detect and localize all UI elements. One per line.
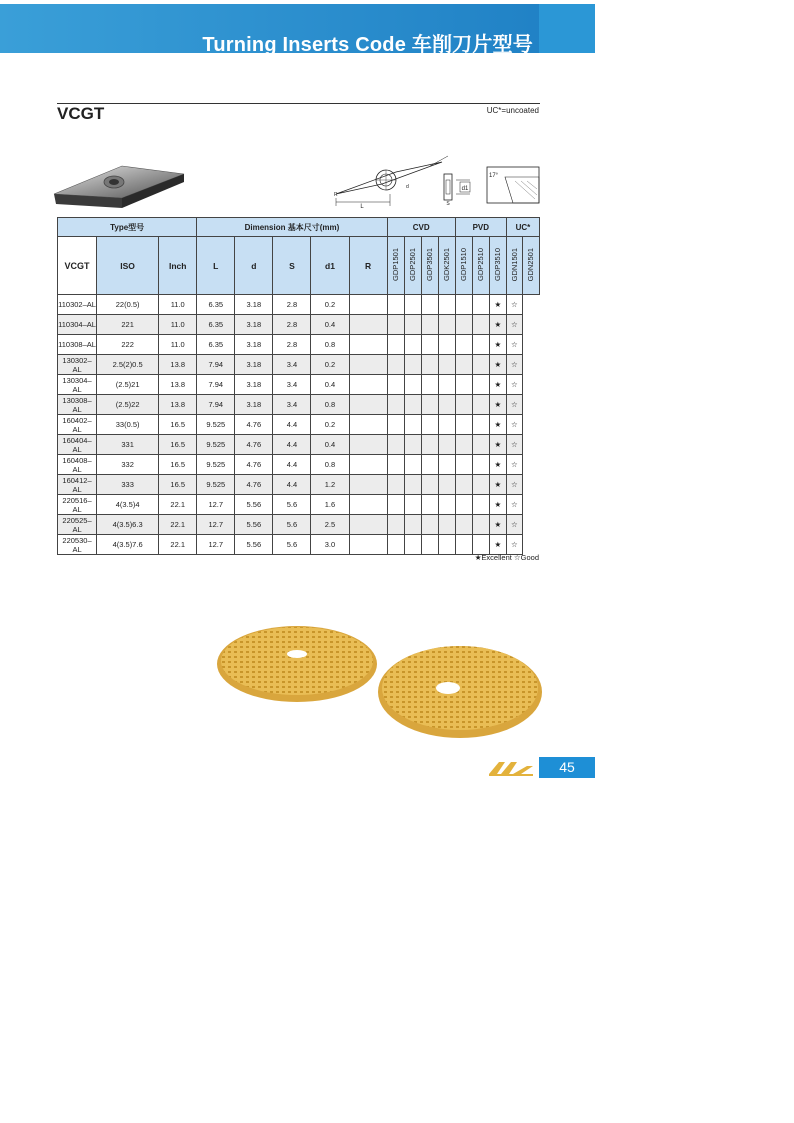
section-divider [57,103,540,104]
grade-cell [349,375,387,395]
col-R: R [349,237,387,295]
grade-cell [438,455,455,475]
cell-d1: 4.4 [273,475,311,495]
grade-cell [349,335,387,355]
mark-good: ☆ [506,355,522,375]
mark-excellent: ★ [489,295,506,315]
grade-label: GDK2501 [442,248,452,281]
cell-d1: 3.4 [273,395,311,415]
cell-s: 5.56 [235,515,273,535]
cell-inch: 22(0.5) [97,295,159,315]
mark-good: ☆ [506,315,522,335]
grade-cell [387,415,404,435]
cell-inch: 2.5(2)0.5 [97,355,159,375]
dim-d1-label: d1 [461,186,469,192]
cell-inch: 332 [97,455,159,475]
type-cell: VCGT [58,237,97,295]
legend: ★Excellent ☆Good [474,553,539,562]
grade-cell [438,375,455,395]
grade-cell [404,455,421,475]
cell-d1: 3.4 [273,355,311,375]
dim-l-label: L [360,204,364,210]
grade-cell [438,475,455,495]
grade-cell [455,515,472,535]
cell-s: 3.18 [235,375,273,395]
mark-excellent: ★ [489,535,506,555]
grade-cell [421,395,438,415]
grade-cell [387,435,404,455]
grade-cell [455,335,472,355]
cell-inch: 331 [97,435,159,455]
cell-s: 4.76 [235,415,273,435]
cell-iso: 110304–AL [58,315,97,335]
uc-note: UC*=uncoated [486,106,539,115]
page-number: 45 [539,757,595,778]
grade-cell [438,355,455,375]
header-accent [539,4,595,53]
grade-label: GDN2501 [526,247,536,282]
grade-cell [387,535,404,555]
cell-l: 13.8 [159,375,197,395]
cell-r: 0.2 [311,295,349,315]
cell-s: 3.18 [235,335,273,355]
cell-d: 6.35 [197,335,235,355]
grade-cell [387,335,404,355]
cell-inch: 222 [97,335,159,355]
grade-cell [421,415,438,435]
grade-cell [472,355,489,375]
cell-inch: 221 [97,315,159,335]
grade-cell [455,535,472,555]
cell-iso: 220530–AL [58,535,97,555]
mark-excellent: ★ [489,435,506,455]
grade-cell [455,435,472,455]
col-inch: Inch [159,237,197,295]
cell-l: 16.5 [159,475,197,495]
dim-r-label: R [334,192,338,198]
cell-inch: (2.5)21 [97,375,159,395]
grade-cell [421,475,438,495]
mark-good: ☆ [506,395,522,415]
grade-cell [349,295,387,315]
grade-cell [421,315,438,335]
cell-l: 11.0 [159,295,197,315]
cell-r: 1.6 [311,495,349,515]
grade-cell [387,475,404,495]
grade-cell [438,395,455,415]
cell-l: 22.1 [159,535,197,555]
insert-photo [52,160,186,210]
cell-l: 16.5 [159,435,197,455]
cell-d: 6.35 [197,295,235,315]
table-row [58,335,540,355]
grade-cell [349,315,387,335]
cell-inch: 333 [97,475,159,495]
cell-d: 7.94 [197,375,235,395]
grade-cell [404,475,421,495]
cell-d: 9.525 [197,435,235,455]
grade-cell [421,295,438,315]
table-row [58,535,540,555]
cell-iso: 130302–AL [58,355,97,375]
cell-l: 11.0 [159,315,197,335]
grade-cell [349,415,387,435]
table-row [58,375,540,395]
cell-l: 11.0 [159,335,197,355]
grade-cell [349,495,387,515]
grade-label: GDP1510 [459,248,469,281]
grade-cell [421,535,438,555]
grade-label: GDP3510 [493,248,503,281]
grade-cell [421,455,438,475]
mark-excellent: ★ [489,395,506,415]
grade-cell [438,315,455,335]
grade-cell [387,315,404,335]
mark-good: ☆ [506,515,522,535]
cell-d1: 2.8 [273,295,311,315]
cell-s: 5.56 [235,495,273,515]
grade-cell [349,475,387,495]
grade-cell [472,535,489,555]
page-title: Turning Inserts Code 车削刀片型号 [202,34,533,56]
table-row [58,475,540,495]
grade-cell [438,515,455,535]
grade-cell [387,515,404,535]
mark-good: ☆ [506,455,522,475]
cell-inch: 4(3.5)6.3 [97,515,159,535]
table-row [58,355,540,375]
mark-good: ☆ [506,335,522,355]
cell-r: 0.4 [311,375,349,395]
grade-cell [404,295,421,315]
header-bar [0,4,595,56]
thickness-diagram [442,170,474,206]
grade-cell [455,455,472,475]
grade-cell [404,355,421,375]
cell-inch: 4(3.5)4 [97,495,159,515]
cell-d: 9.525 [197,475,235,495]
cell-d: 6.35 [197,315,235,335]
cell-r: 0.2 [311,415,349,435]
dim-d-label: d [406,184,409,190]
mark-excellent: ★ [489,315,506,335]
grade-cell [472,395,489,415]
grade-cell [438,535,455,555]
cell-r: 1.2 [311,475,349,495]
cell-s: 3.18 [235,395,273,415]
cell-iso: 160408–AL [58,455,97,475]
cell-inch: (2.5)22 [97,395,159,415]
cell-iso: 220525–AL [58,515,97,535]
grade-cell [455,375,472,395]
mark-excellent: ★ [489,515,506,535]
grade-cell [349,515,387,535]
grade-cell [421,375,438,395]
grade-cell [387,395,404,415]
cell-iso: 110308–AL [58,335,97,355]
mark-good: ☆ [506,375,522,395]
grade-cell [404,395,421,415]
grade-cell [455,355,472,375]
grade-cell [421,355,438,375]
cell-iso: 160402–AL [58,415,97,435]
cell-r: 2.5 [311,515,349,535]
cell-r: 3.0 [311,535,349,555]
cell-l: 16.5 [159,415,197,435]
cell-l: 16.5 [159,455,197,475]
dim-s-label: S [446,201,450,206]
grade-cell [349,435,387,455]
grade-cell [349,455,387,475]
grade-label: GDN1501 [509,247,519,282]
header-dimension: Dimension 基本尺寸(mm) [197,218,387,237]
cell-d1: 4.4 [273,455,311,475]
table-row [58,295,540,315]
mark-good: ☆ [506,435,522,455]
mark-excellent: ★ [489,335,506,355]
grade-cell [455,315,472,335]
cell-r: 0.4 [311,435,349,455]
grade-cell [421,435,438,455]
cell-l: 22.1 [159,495,197,515]
mark-good: ☆ [506,475,522,495]
cell-d: 7.94 [197,355,235,375]
mark-good: ☆ [506,295,522,315]
cell-inch: 33(0.5) [97,415,159,435]
cell-d: 12.7 [197,515,235,535]
grade-cell [349,355,387,375]
angle-label: 17° [489,173,499,179]
cell-d1: 3.4 [273,375,311,395]
table-row [58,415,540,435]
mark-excellent: ★ [489,375,506,395]
cell-s: 5.56 [235,535,273,555]
cell-r: 0.8 [311,335,349,355]
grade-cell [472,435,489,455]
table-row [58,515,540,535]
cell-inch: 4(3.5)7.6 [97,535,159,555]
header-cvd: CVD [387,218,455,237]
cell-r: 0.8 [311,455,349,475]
grade-cell [472,475,489,495]
table-row [58,315,540,335]
cell-s: 4.76 [235,475,273,495]
cell-d1: 5.6 [273,535,311,555]
col-L: L [197,237,235,295]
grade-cell [472,295,489,315]
grade-cell [387,295,404,315]
cell-d: 7.94 [197,395,235,415]
cell-s: 3.18 [235,355,273,375]
cell-d: 9.525 [197,455,235,475]
header-uc: UC* [506,218,539,237]
mark-excellent: ★ [489,495,506,515]
table-row [58,455,540,475]
table-row [58,435,540,455]
cell-d1: 5.6 [273,495,311,515]
grade-cell [421,515,438,535]
cell-iso: 130304–AL [58,375,97,395]
cell-iso: 130308–AL [58,395,97,415]
cell-d: 9.525 [197,415,235,435]
grade-cell [404,315,421,335]
cell-d1: 4.4 [273,435,311,455]
cell-iso: 220516–AL [58,495,97,515]
grade-cell [455,415,472,435]
grade-cell [455,295,472,315]
spec-table [57,217,540,555]
grade-cell [472,455,489,475]
grade-cell [404,515,421,535]
grade-cell [455,395,472,415]
clearance-angle-diagram [485,165,541,205]
grade-cell [404,495,421,515]
mark-excellent: ★ [489,415,506,435]
col-d1: d1 [311,237,349,295]
mark-excellent: ★ [489,475,506,495]
mark-good: ☆ [506,415,522,435]
grade-cell [404,435,421,455]
grade-cell [404,415,421,435]
cell-iso: 110302–AL [58,295,97,315]
cell-s: 3.18 [235,315,273,335]
cell-r: 0.4 [311,315,349,335]
grade-cell [472,375,489,395]
grade-cell [438,435,455,455]
grade-cell [387,375,404,395]
grade-label: GDP3501 [425,248,435,281]
grade-cell [472,495,489,515]
mark-excellent: ★ [489,455,506,475]
grade-cell [455,475,472,495]
cell-s: 4.76 [235,455,273,475]
section-title: VCGT [57,104,105,123]
header-pvd: PVD [455,218,506,237]
brand-logo [487,758,535,778]
grade-cell [404,535,421,555]
col-S: S [273,237,311,295]
grade-cell [438,335,455,355]
grade-cell [472,415,489,435]
table-body [58,295,540,555]
mark-good: ☆ [506,495,522,515]
grade-cell [438,415,455,435]
grade-cell [404,375,421,395]
grade-cell [421,495,438,515]
table-row [58,395,540,415]
product-trays-image [215,620,545,745]
cell-d1: 5.6 [273,515,311,535]
cell-l: 22.1 [159,515,197,535]
grade-cell [387,495,404,515]
grade-cell [349,395,387,415]
grade-cell [349,535,387,555]
grade-cell [472,315,489,335]
mark-excellent: ★ [489,355,506,375]
grade-cell [455,495,472,515]
cell-l: 13.8 [159,395,197,415]
cell-r: 0.2 [311,355,349,375]
cell-d: 12.7 [197,495,235,515]
mark-good: ☆ [506,535,522,555]
grade-cell [438,295,455,315]
grade-cell [387,455,404,475]
grade-cell [472,335,489,355]
grade-label: GDP1501 [391,248,401,281]
col-iso: ISO [97,237,159,295]
grade-label: GDP2501 [408,248,418,281]
table-row [58,495,540,515]
cell-r: 0.8 [311,395,349,415]
header-type: Type型号 [58,218,197,237]
cell-d1: 4.4 [273,415,311,435]
cell-iso: 160404–AL [58,435,97,455]
cell-d: 12.7 [197,535,235,555]
grade-label: GDP2510 [476,248,486,281]
cell-l: 13.8 [159,355,197,375]
col-d: d [235,237,273,295]
cell-s: 3.18 [235,295,273,315]
grade-cell [438,495,455,515]
cell-iso: 160412–AL [58,475,97,495]
grade-cell [472,515,489,535]
cell-s: 4.76 [235,435,273,455]
cell-d1: 2.8 [273,335,311,355]
grade-cell [387,355,404,375]
cell-d1: 2.8 [273,315,311,335]
grade-cell [421,335,438,355]
grade-cell [404,335,421,355]
